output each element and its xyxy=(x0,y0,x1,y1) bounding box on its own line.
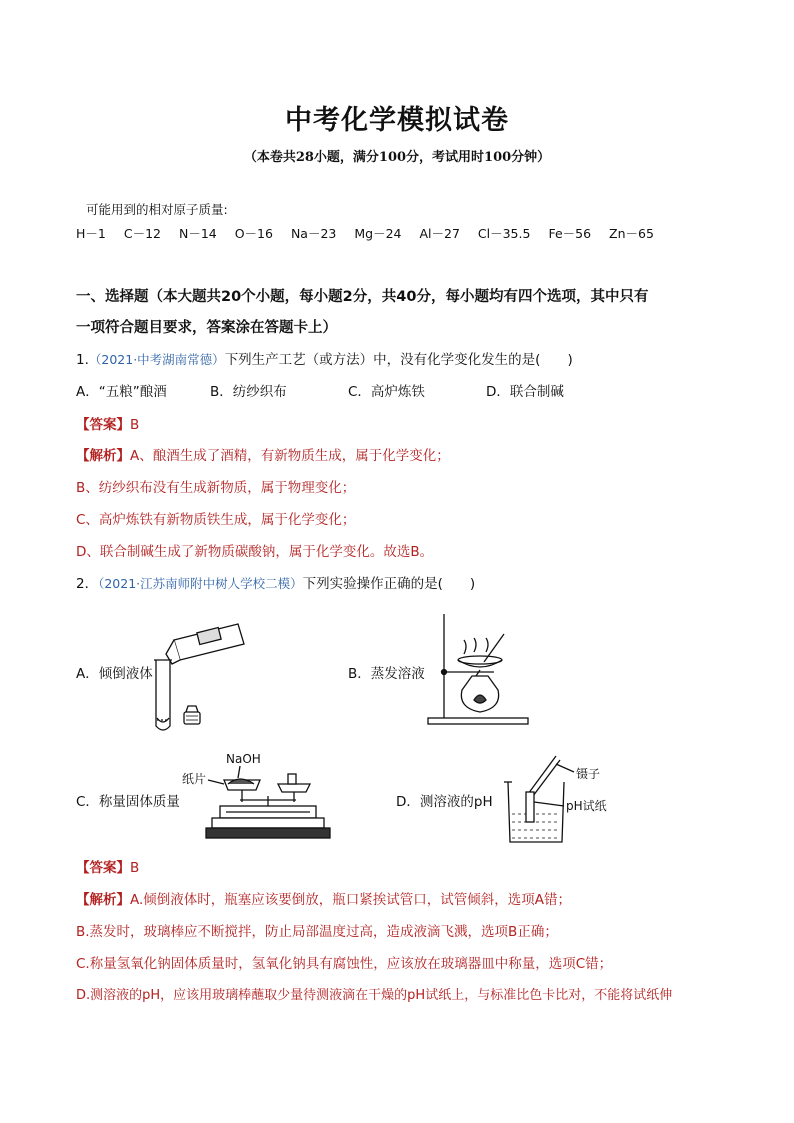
atomic-mass-item: O－16 xyxy=(234,226,273,241)
answer-tag: 【答案】 xyxy=(76,417,130,433)
q1-analysis-line: B、纺纱织布没有生成新物质，属于物理变化； xyxy=(76,480,356,496)
weighing-figure xyxy=(180,750,360,846)
q2-option-a: A．倾倒液体 xyxy=(76,666,153,682)
paper-label: 纸片 xyxy=(182,772,207,786)
ph-paper-label: pH试纸 xyxy=(566,799,607,813)
pouring-liquid-figure xyxy=(150,608,260,736)
answer-tag: 【答案】 xyxy=(76,860,130,876)
question-source: （2021·中考湖南常德） xyxy=(88,352,225,367)
q2-option-d: D．测溶液的pH xyxy=(396,794,493,810)
naoh-label: NaOH xyxy=(226,752,261,766)
q1-option-d: D．联合制碱 xyxy=(486,384,564,400)
atomic-mass-item: C－12 xyxy=(123,226,161,241)
atomic-mass-list xyxy=(76,224,668,242)
q2-analysis-line: B.蒸发时，玻璃棒应不断搅拌，防止局部温度过高，造成液滴飞溅，选项B正确； xyxy=(76,924,558,940)
question-source: （2021·江苏南师附中树人学校二模） xyxy=(98,576,303,591)
atomic-mass-item: Zn－65 xyxy=(609,226,654,241)
q1-option-a: A．“五粮”酿酒 xyxy=(76,384,167,400)
analysis-tag: 【解析】 xyxy=(76,892,130,908)
atomic-mass-item: Mg－24 xyxy=(354,226,402,241)
analysis-tag: 【解析】 xyxy=(76,448,130,464)
question-text: 下列生产工艺（或方法）中，没有化学变化发生的是( ) xyxy=(224,352,573,368)
question-2-stem xyxy=(76,572,475,592)
q2-answer xyxy=(76,856,139,876)
q2-analysis-line xyxy=(76,888,571,908)
evaporation-figure xyxy=(424,610,534,728)
q1-option-c: C．高炉炼铁 xyxy=(348,384,425,400)
question-number: 2． xyxy=(76,576,99,592)
question-number: 1. xyxy=(76,352,89,368)
section-heading-cont: 一项符合题目要求，答案涂在答题卡上） xyxy=(76,320,337,336)
atomic-mass-item: Na－23 xyxy=(290,226,337,241)
page-title: 中考化学模拟试卷 xyxy=(285,105,509,136)
q1-analysis-line xyxy=(76,444,450,464)
atomic-mass-item: Al－27 xyxy=(419,226,460,241)
q2-analysis-line: D.测溶液的pH，应该用玻璃棒蘸取少量待测液滴在干燥的pH试纸上，与标准比色卡比对，不能将试纸伸 xyxy=(76,988,673,1003)
question-1-stem xyxy=(76,348,573,368)
q1-analysis-line: D、联合制碱生成了新物质碳酸钠，属于化学变化。故选B。 xyxy=(76,544,434,560)
q1-answer xyxy=(76,413,139,433)
ph-measuring-figure xyxy=(500,752,620,848)
atomic-mass-item: N－14 xyxy=(178,226,217,241)
q1-option-b: B．纺纱织布 xyxy=(210,384,287,400)
analysis-text: A、酿酒生成了酒精，有新物质生成，属于化学变化； xyxy=(130,448,450,464)
answer-value: B xyxy=(130,860,140,876)
q1-analysis-line: C、高炉炼铁有新物质铁生成，属于化学变化； xyxy=(76,512,356,528)
analysis-text: A.倾倒液体时，瓶塞应该要倒放，瓶口紧挨试管口，试管倾斜，选项A错； xyxy=(130,892,572,908)
page-subtitle: （本卷共28小题，满分100分，考试用时100分钟） xyxy=(243,150,551,165)
q2-option-c: C．称量固体质量 xyxy=(76,794,180,810)
answer-value: B xyxy=(130,417,140,433)
q2-option-b: B．蒸发溶液 xyxy=(348,666,425,682)
question-text: 下列实验操作正确的是( ) xyxy=(302,576,476,592)
atomic-mass-item: Cl－35.5 xyxy=(477,226,531,241)
atomic-mass-label: 可能用到的相对原子质量: xyxy=(86,202,228,217)
section-heading: 一、选择题（本大题共20个小题，每小题2分，共40分，每小题均有四个选项，其中只有 xyxy=(76,289,649,305)
q2-analysis-line: C.称量氢氧化钠固体质量时，氢氧化钠具有腐蚀性，应该放在玻璃器皿中称量，选项C错； xyxy=(76,956,613,972)
tweezers-label: 镊子 xyxy=(576,767,601,781)
atomic-mass-item: H－1 xyxy=(76,226,106,241)
atomic-mass-item: Fe－56 xyxy=(548,226,592,241)
